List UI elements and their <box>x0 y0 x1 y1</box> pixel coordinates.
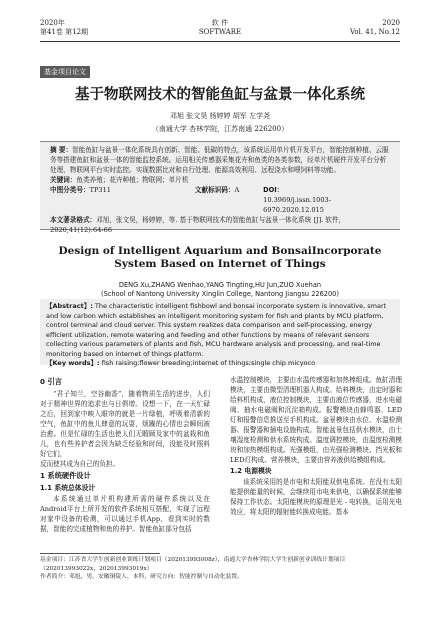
body-column-left <box>40 375 210 534</box>
section-heading-intro: 0 引言 <box>40 377 62 386</box>
abstract-cn-label: 摘 要： <box>50 146 73 154</box>
category-tag: 基金项目论文 <box>40 66 90 78</box>
affiliation-en: (School of Nantong University Xinglin College, Nantong Jiangsu 226200) <box>101 290 339 298</box>
footnote-rule <box>40 553 160 554</box>
keywords-en <box>46 359 394 369</box>
paragraph-power: 该系统采用的是市电和太阳能双供电系统。在没有太阳能提供能量的时候，会继续用市电来供电，以确保系统能够保持工作状态。太阳能模块的原理是光 - 电转换，运用光电效应，将太阳的辐射能转换成电能。基本 <box>230 478 402 516</box>
keywords-cn <box>50 175 390 185</box>
affiliation-cn: （南通大学 杏林学院，江苏南通 226200） <box>151 125 289 133</box>
cite-label: 本文著录格式： <box>50 216 97 224</box>
header-right <box>350 19 400 37</box>
doi-value: 10.3969/j.issn.1003-6970.2020.12.015 <box>263 196 331 214</box>
paragraph-intro: “君子知兰，空谷幽香”，随着物质生活的进步，人们对于精神世界的追求也与日俱增。设想一下，在一天忙碌之后，回到家中映入眼帘的就是一片绿植，呼吸着清新的空气，鱼缸中的鱼儿肆意的玩耍，烦躁的心情也会瞬间被治愈。但是忙碌的生活也使人们无暇顾及家中的盆栽和鱼儿，也有些养护者会因为缺乏经验和时间，没能及时照料好它们， <box>40 390 210 458</box>
footnote-fund: 基金项目：江苏省大学生创新创业训练计划项目（202013993008z），南通大学杏林学院大学生创新创业训练计划项目（202013993022x，202013993019x） <box>40 557 346 572</box>
abstract-en-label: 【Abstract】: <box>46 302 93 310</box>
authors-en-block <box>40 281 400 299</box>
subsection-heading-overall: 1.1 系统总体设计 <box>40 484 96 492</box>
cite-value: 邓旭，张文昊，杨婷婷，等. 基于物联网技术的智能鱼缸与盆景一体化系统 [J]. 软件，2020,41(12):64-66 <box>50 216 346 234</box>
header-year: 2020年 <box>40 19 65 27</box>
header-volume: Vol. 41, No.12 <box>349 28 400 36</box>
abstract-en <box>46 302 394 359</box>
keywords-en-text: fish raising;flower breeding;internet of things;single chip micyoco <box>99 359 316 367</box>
paragraph-overall: 本系统通过单片机构建所需的硬件系统以及在Android平台上所开发的软件系统相互搭配，实现了远程对家中设备的检测，可以通过手机App，看到实时的数据，智能的完成植物和鱼的养护。智能鱼缸部分包括 <box>40 495 210 533</box>
classification-row <box>50 185 390 215</box>
authors-en: DENG Xu,ZHANG Wenhao,YANG Tingting,HU Jun,ZUO Xuehan <box>118 281 322 289</box>
doc-value: A <box>234 186 240 194</box>
cls-label: 中图分类号： <box>50 186 90 194</box>
title-cn: 基于物联网技术的智能鱼缸与盆景一体化系统 <box>75 87 365 103</box>
doc-label: 文献标识码： <box>194 186 235 194</box>
abstract-cn-text: 智能鱼缸与盆景一体化系统具有创新、智能、低碳的特点，该系统运用单片机开发平台，智能控制种植、云服务等搭建鱼缸和盆景一体的智能监控系统。运用相关传感器采集花卉和鱼类的各类参数，经单片机硬件开发平台分析处理，物联网平台实时监控。实现数据比对和自行处理、能源高效利用、远程浇水和喂饲料等功能。 <box>50 146 389 174</box>
abstract-en-text: The characteristic intelligent fishbowl and bonsai incorporate system is innovative, smart and low carbon which establishes an intelligent monitoring system for fish and plants by MCU platform, control terminal and cloud server. This system realizes data comparison and self-processing, energy efficient utilization, remote watering and feeding and other functions by means of relevant sensors collecting various parameters of plants and fish, MCU hardware analysis and processing, and real-time monitoring based on internet of things platform. <box>46 302 387 358</box>
paragraph-modules: 水温控制模块，主要由水温传感器和加热棒组成。鱼缸清理模块，主要由微型清理机器人构成。给料模块，由定时器和给料机构成，液位控制模块，主要由液位传感器，进水电磁阀、抽水电磁阀和沉淀箱构成。报警模块由蜂鸣器、LED灯和报警信息推送至手机构成。盆景模块由水位、水温检测器、报警器和插电设施构成。智能盆景包括供水模块，由土壤湿度检测和供水系统构成。温度调控模块，由温度检测模块和加热模组构成。光强模组，由光强检测模块、挡光板和LED灯构成。营养模块，主要由营养液供给模组构成。 <box>230 376 402 464</box>
title-en: Design of Intelligent Aquarium and BonsaiIncorporate System Based on Internet of Things <box>58 245 382 270</box>
keywords-cn-label: 关键词： <box>50 176 77 184</box>
header-rule <box>40 41 400 42</box>
abstract-en-box <box>40 299 400 365</box>
doi-label: DOI： <box>263 186 284 194</box>
paragraph-intro-end: 反而使其成为自己的负担。 <box>40 460 120 468</box>
section-heading-hardware: 1 系统硬件设计 <box>40 471 91 480</box>
citation-row <box>50 215 390 235</box>
abstract-cn <box>50 145 390 175</box>
header-center <box>40 19 400 37</box>
authors-cn: 邓旭 张文昊 杨婷婷 胡军 左学尧 <box>170 112 270 120</box>
subsection-heading-power: 1.2 电源模块 <box>230 467 272 475</box>
body-column-right <box>230 375 402 517</box>
keywords-cn-text: 鱼类养殖；花卉种植；物联网；单片机 <box>76 176 189 184</box>
cls-value: TP311 <box>89 186 111 194</box>
abstract-cn-box <box>40 141 400 234</box>
keywords-en-label: 【Key words】: <box>46 359 100 367</box>
footnote <box>40 556 400 582</box>
header-issue: 第41卷 第12期 <box>40 28 89 36</box>
journal-name-cn: 软 件 <box>211 19 229 27</box>
page-header <box>40 19 400 41</box>
header-year-right: 2020 <box>382 19 400 27</box>
journal-name-en: SOFTWARE <box>198 28 242 36</box>
footnote-author: 作者简介：邓旭，男，安徽铜陵人，本科，研究方向：智能控制与自动化装置。 <box>40 574 243 580</box>
